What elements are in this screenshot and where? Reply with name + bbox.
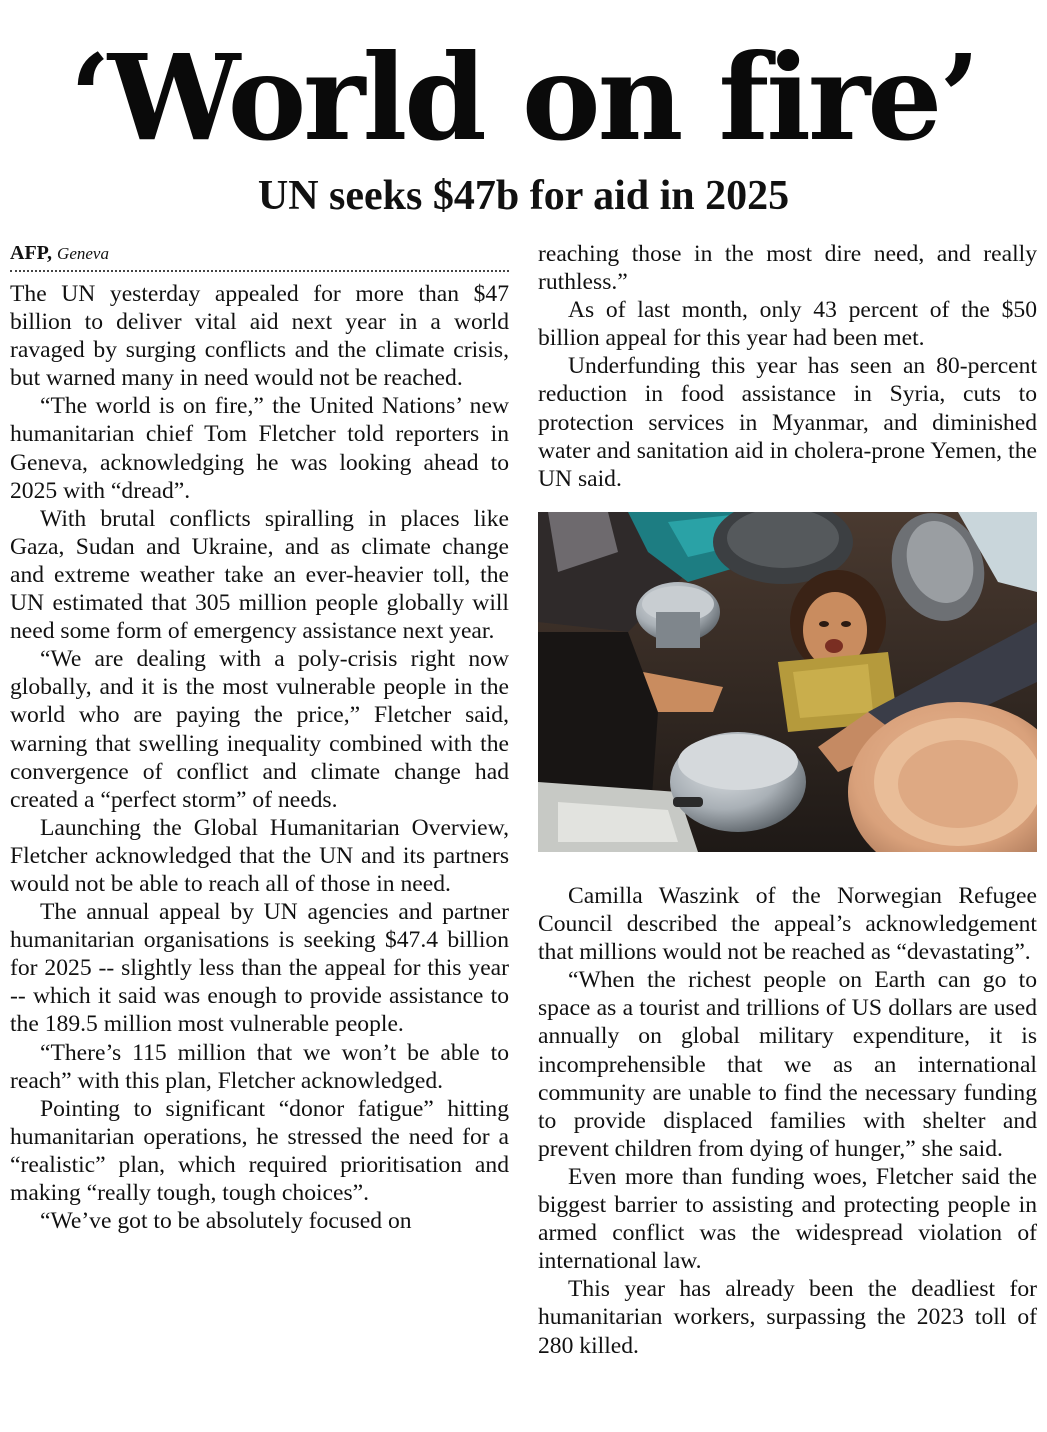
article-column-left xyxy=(10,240,509,1235)
photo-illustration xyxy=(538,512,1037,852)
byline xyxy=(10,240,509,272)
paragraph: The UN yesterday appealed for more than $47 billion to deliver vital aid next year in a world ravaged by surging conflicts and the climate crisis, but warned many in need would not be reached. xyxy=(10,281,509,392)
paragraph: “When the richest people on Earth can go to space as a tourist and trillions of US dollars are used annually on global military expenditure, it is incomprehensible that we as an international community are unable to find the necessary funding to provide displaced families with shelter and prevent children from dying of hunger,” she said. xyxy=(538,967,1037,1162)
paragraph: “The world is on fire,” the United Nations’ new humanitarian chief Tom Fletcher told reporters in Geneva, acknowledging he was looking ahead to 2025 with “dread”. xyxy=(10,393,509,504)
byline-agency: AFP, xyxy=(10,242,53,264)
paragraph: As of last month, only 43 percent of the $50 billion appeal for this year had been met. xyxy=(538,297,1037,352)
article-column-right-top xyxy=(538,240,1037,493)
paragraph: reaching those in the most dire need, and really ruthless.” xyxy=(538,241,1037,296)
paragraph: Underfunding this year has seen an 80-percent reduction in food assistance in Syria, cuts to protection services in Myanmar, and diminished water and sanitation aid in cholera-prone Yemen, the UN said. xyxy=(538,353,1037,492)
news-photo xyxy=(538,512,1037,852)
paragraph: Pointing to significant “donor fatigue” hitting humanitarian operations, he stressed the need for a “realistic” plan, which required prioritisation and making “really tough, tough choices”. xyxy=(10,1095,509,1206)
paragraph: This year has already been the deadliest for humanitarian workers, surpassing the 2023 toll of 280 killed. xyxy=(538,1276,1037,1359)
paragraph: Launching the Global Humanitarian Overview, Fletcher acknowledged that the UN and its partners would not be able to reach all of those in need. xyxy=(10,814,509,897)
article-column-right-bottom xyxy=(538,882,1037,1360)
paragraph: “There’s 115 million that we won’t be able to reach” with this plan, Fletcher acknowledged. xyxy=(10,1039,509,1094)
paragraph: “We’ve got to be absolutely focused on xyxy=(40,1208,412,1235)
subheadline: UN seeks $47b for aid in 2025 xyxy=(257,173,790,219)
paragraph: Camilla Waszink of the Norwegian Refugee Council described the appeal’s acknowledgement that millions would not be reached as “devastating”. xyxy=(538,883,1037,966)
byline-location: Geneva xyxy=(57,244,109,263)
paragraph: Even more than funding woes, Fletcher said the biggest barrier to assisting and protecting people in armed conflict was the widespread violation of international law. xyxy=(538,1163,1037,1275)
paragraph: “We are dealing with a poly-crisis right now globally, and it is the most vulnerable people in the world who are paying the price,” Fletcher said, warning that swelling inequality combined with the convergence of conflict and climate change had created a “perfect storm” of needs. xyxy=(10,646,509,813)
paragraph: The annual appeal by UN agencies and partner humanitarian organisations is seeking $47.4 billion for 2025 -- slightly less than the appeal for this year -- which it said was enough to provide assistance to the 189.5 million most vulnerable people. xyxy=(10,899,509,1038)
paragraph: With brutal conflicts spiralling in places like Gaza, Sudan and Ukraine, and as climate change and extreme weather take an ever-heavier toll, the UN estimated that 305 million people globally will need some form of emergency assistance next year. xyxy=(10,505,509,645)
headline: ‘World on fire’ xyxy=(69,28,978,167)
